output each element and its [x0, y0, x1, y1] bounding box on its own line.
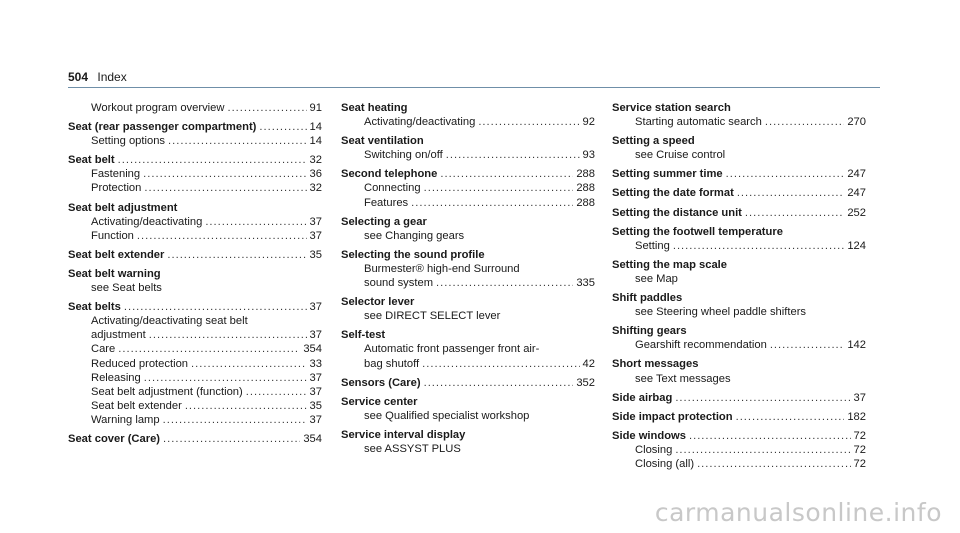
page-ref: 37 [309, 329, 322, 342]
leader-dots [149, 328, 307, 342]
page-ref: 35 [309, 248, 322, 261]
index-subentry [612, 443, 866, 457]
index-subentry [68, 371, 322, 385]
index-heading [341, 295, 595, 309]
leader-dots [246, 385, 307, 399]
index-subentry [612, 457, 866, 471]
entry-text: Setting [635, 239, 670, 252]
entry-text: Workout program overview [91, 102, 225, 114]
page-ref: 247 [847, 187, 866, 200]
index-heading [341, 167, 595, 181]
index-subentry [68, 181, 322, 195]
leader-dots [167, 248, 306, 262]
index-heading [612, 225, 866, 239]
entry-text: Side airbag [612, 391, 673, 404]
page-ref: 247 [847, 168, 866, 181]
leader-dots [185, 399, 307, 413]
index-column-1 [68, 101, 322, 446]
page-ref: 37 [309, 371, 322, 384]
index-subentry [68, 385, 322, 399]
page-ref: 288 [576, 168, 595, 181]
entry-text: Service center [341, 395, 418, 408]
leader-dots [163, 413, 307, 427]
entry-text: Selector lever [341, 296, 415, 309]
leader-dots [137, 229, 307, 243]
page-ref: 354 [303, 432, 322, 445]
index-subentry [68, 342, 322, 356]
index-column-2 [341, 101, 595, 456]
page-ref: 37 [309, 413, 322, 426]
leader-dots [424, 376, 574, 390]
entry-text: Seat belt adjustment [68, 201, 178, 214]
index-heading [341, 248, 595, 262]
index-subentry [68, 215, 322, 229]
entry-text: see Map [635, 272, 678, 285]
index-heading [341, 328, 595, 342]
index-subentry [341, 309, 595, 323]
entry-text: Gearshift recommendation [635, 339, 767, 352]
entry-text: Selecting the sound profile [341, 248, 485, 261]
leader-dots [205, 215, 306, 229]
leader-dots [697, 457, 850, 471]
entry-text: Closing [635, 443, 673, 456]
index-heading [68, 432, 322, 446]
leader-dots [765, 115, 844, 129]
index-subentry [612, 338, 866, 352]
index-subentry [68, 413, 322, 427]
entry-text: Burmester® high-end Surround [364, 262, 520, 275]
leader-dots [446, 148, 580, 162]
index-subentry [612, 239, 866, 253]
entry-text: see Text messages [635, 372, 731, 385]
index-heading [341, 376, 595, 390]
leader-dots [440, 167, 573, 181]
entry-text: Seat belts [68, 301, 121, 314]
entry-text: see Steering wheel paddle shifters [635, 306, 807, 319]
index-subentry [341, 115, 595, 129]
index-subentry [68, 134, 322, 148]
entry-text: Second telephone [341, 168, 438, 181]
index-heading [612, 429, 866, 443]
entry-text: Setting summer time [612, 168, 723, 181]
leader-dots [436, 276, 573, 290]
leader-dots [163, 432, 300, 446]
index-subentry [341, 196, 595, 210]
index-subentry [612, 372, 866, 386]
entry-text: Reduced protection [91, 357, 189, 370]
entry-text: Setting options [91, 135, 166, 148]
entry-text: Side windows [612, 429, 686, 442]
index-heading [341, 101, 595, 115]
leader-dots [736, 410, 845, 424]
leader-dots [675, 443, 850, 457]
leader-dots [144, 371, 307, 385]
entry-text: Seat cover (Care) [68, 432, 161, 445]
index-heading [68, 153, 322, 167]
entry-text: Function [91, 229, 134, 242]
index-subentry [341, 148, 595, 162]
index-subentry [68, 314, 322, 328]
page-title: Index [97, 70, 127, 84]
entry-text: Setting the map scale [612, 258, 728, 271]
entry-text: Care [91, 343, 116, 356]
entry-text: Seat ventilation [341, 135, 424, 148]
entry-text: Selecting a gear [341, 215, 427, 228]
index-subentry [68, 357, 322, 371]
leader-dots [673, 239, 844, 253]
page-ref: 72 [853, 457, 866, 470]
index-heading [612, 258, 866, 272]
index-subentry [341, 409, 595, 423]
index-subentry [68, 281, 322, 295]
entry-text: Starting automatic search [635, 116, 762, 129]
entry-text: Activating/deactivating [364, 116, 476, 129]
leader-dots [191, 357, 307, 371]
page-header [68, 70, 127, 84]
page-ref: 92 [582, 116, 595, 129]
leader-dots [259, 120, 306, 134]
index-subentry [612, 305, 866, 319]
page-ref: 288 [576, 182, 595, 195]
entry-text: Automatic front passenger front air- [364, 343, 540, 356]
index-subentry [341, 357, 595, 371]
leader-dots [745, 206, 844, 220]
page-ref: 32 [309, 154, 322, 167]
entry-text: bag shutoff [364, 357, 420, 370]
index-heading [612, 324, 866, 338]
page-ref: 352 [576, 376, 595, 389]
index-heading [68, 248, 322, 262]
leader-dots [411, 196, 573, 210]
entry-text: Seat belt extender [91, 399, 182, 412]
page-ref: 72 [853, 443, 866, 456]
page-ref: 270 [847, 116, 866, 129]
index-heading [68, 267, 322, 281]
index-subentry [68, 399, 322, 413]
entry-text: see Changing gears [364, 229, 465, 242]
page-ref: 37 [309, 385, 322, 398]
entry-text: Releasing [91, 371, 141, 384]
entry-text: Short messages [612, 358, 699, 371]
leader-dots [144, 181, 306, 195]
entry-text: Self-test [341, 329, 386, 342]
leader-dots [770, 338, 845, 352]
entry-text: Seat belt adjustment (function) [91, 385, 243, 398]
page-ref: 182 [847, 410, 866, 423]
page-ref: 335 [576, 277, 595, 290]
index-subentry [68, 101, 322, 115]
entry-text: Setting a speed [612, 135, 695, 148]
entry-text: see Seat belts [91, 282, 162, 295]
leader-dots [168, 134, 307, 148]
index-heading [612, 134, 866, 148]
entry-text: Warning lamp [91, 413, 160, 426]
leader-dots [422, 357, 579, 371]
page-ref: 37 [853, 391, 866, 404]
entry-text: Setting the footwell temperature [612, 225, 783, 238]
watermark: carmanualsonline.info [654, 498, 942, 527]
page-ref: 32 [309, 182, 322, 195]
entry-text: see ASSYST PLUS [364, 442, 461, 455]
page-ref: 37 [309, 229, 322, 242]
leader-dots [675, 391, 850, 405]
page-ref: 36 [309, 168, 322, 181]
page-ref: 93 [582, 149, 595, 162]
index-heading [341, 134, 595, 148]
index-heading [612, 410, 866, 424]
index-heading [68, 300, 322, 314]
entry-text: sound system [364, 277, 434, 290]
page-ref: 124 [847, 239, 866, 252]
index-subentry [612, 272, 866, 286]
page-ref: 288 [576, 196, 595, 209]
page-ref: 72 [853, 429, 866, 442]
entry-text: Side impact protection [612, 410, 733, 423]
leader-dots [118, 342, 300, 356]
index-heading [341, 395, 595, 409]
entry-text: Seat (rear passenger compartment) [68, 121, 257, 134]
entry-text: Fastening [91, 168, 141, 181]
index-heading [68, 201, 322, 215]
index-heading [68, 120, 322, 134]
leader-dots [737, 186, 845, 200]
page-number: 504 [68, 70, 89, 84]
leader-dots [478, 115, 579, 129]
leader-dots [143, 167, 306, 181]
page-ref: 14 [309, 135, 322, 148]
entry-text: Sensors (Care) [341, 376, 421, 389]
index-subentry [341, 442, 595, 456]
entry-text: Setting the date format [612, 187, 734, 200]
entry-text: Activating/deactivating seat belt [91, 315, 248, 328]
header-divider [68, 87, 880, 88]
index-subentry [68, 167, 322, 181]
index-heading [341, 215, 595, 229]
page-ref: 35 [309, 399, 322, 412]
index-subentry [612, 148, 866, 162]
leader-dots [689, 429, 851, 443]
index-heading [612, 206, 866, 220]
entry-text: Closing (all) [635, 457, 695, 470]
index-subentry [341, 276, 595, 290]
leader-dots [227, 101, 306, 115]
index-heading [612, 101, 866, 115]
entry-text: see Qualified specialist workshop [364, 409, 530, 422]
page-ref: 91 [309, 102, 322, 114]
page-ref: 14 [309, 121, 322, 134]
page-ref: 42 [582, 357, 595, 370]
leader-dots [124, 300, 307, 314]
page-ref: 142 [847, 339, 866, 352]
entry-text: Service station search [612, 102, 731, 114]
entry-text: Seat heating [341, 102, 408, 114]
index-heading [612, 186, 866, 200]
index-subentry [68, 328, 322, 342]
index-heading [612, 357, 866, 371]
entry-text: adjustment [91, 329, 146, 342]
leader-dots [424, 181, 574, 195]
index-subentry [341, 342, 595, 356]
entry-text: Switching on/off [364, 149, 443, 162]
entry-text: Seat belt warning [68, 267, 161, 280]
entry-text: Setting the distance unit [612, 206, 742, 219]
index-column-3 [612, 101, 866, 471]
page-ref: 354 [303, 343, 322, 356]
entry-text: Service interval display [341, 428, 466, 441]
index-heading [341, 428, 595, 442]
page-ref: 37 [309, 215, 322, 228]
page-ref: 37 [309, 301, 322, 314]
index-subentry [341, 229, 595, 243]
page-ref: 33 [309, 357, 322, 370]
page-ref: 252 [847, 206, 866, 219]
leader-dots [726, 167, 845, 181]
entry-text: Shifting gears [612, 325, 687, 338]
entry-text: Connecting [364, 182, 421, 195]
index-subentry [341, 262, 595, 276]
entry-text: Seat belt [68, 154, 115, 167]
index-heading [612, 291, 866, 305]
entry-text: Seat belt extender [68, 248, 165, 261]
entry-text: Activating/deactivating [91, 215, 203, 228]
entry-text: see Cruise control [635, 149, 726, 162]
entry-text: Shift paddles [612, 292, 683, 305]
entry-text: Features [364, 196, 409, 209]
index-subentry [612, 115, 866, 129]
leader-dots [118, 153, 307, 167]
index-subentry [341, 181, 595, 195]
entry-text: Protection [91, 182, 142, 195]
entry-text: see DIRECT SELECT lever [364, 310, 501, 323]
index-heading [612, 167, 866, 181]
index-subentry [68, 229, 322, 243]
index-heading [612, 391, 866, 405]
